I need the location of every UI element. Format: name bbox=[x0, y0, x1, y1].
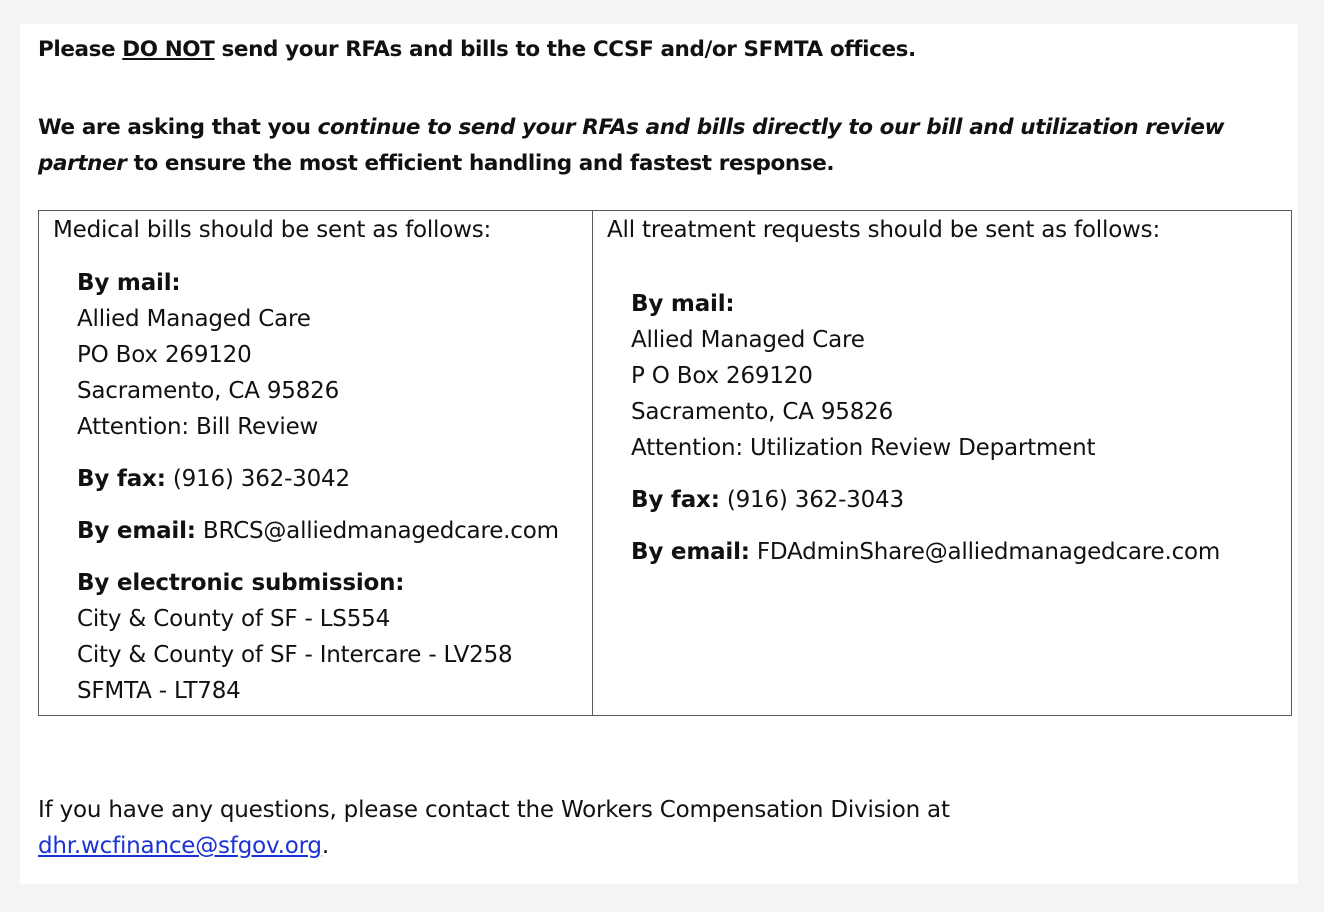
notice-prefix: Please bbox=[38, 37, 123, 62]
treatment-mail-block bbox=[631, 286, 1095, 466]
bill-mail-line: PO Box 269120 bbox=[77, 342, 252, 368]
footer-period: . bbox=[321, 833, 329, 859]
bill-fax-block bbox=[77, 461, 350, 497]
request-italic: continue to send your RFAs and bills directly to our bill and utilization review partner bbox=[38, 115, 1225, 176]
bill-email-block bbox=[77, 513, 559, 549]
treatment-mail-line: Allied Managed Care bbox=[631, 327, 865, 353]
bill-mail-line: Attention: Bill Review bbox=[77, 414, 319, 440]
bill-electronic-line: City & County of SF - Intercare - LV258 bbox=[77, 642, 513, 668]
request-prefix: We are asking that you bbox=[38, 115, 318, 140]
treatment-fax-label: By fax: bbox=[631, 487, 720, 513]
notice-suffix: send your RFAs and bills to the CCSF and/or SFMTA offices. bbox=[214, 37, 916, 62]
request-suffix: to ensure the most efficient handling and fastest response. bbox=[126, 151, 835, 176]
medical-bills-heading: Medical bills should be sent as follows: bbox=[53, 217, 492, 243]
treatment-email-value: FDAdminShare@alliedmanagedcare.com bbox=[749, 539, 1221, 565]
bill-email-value: BRCS@alliedmanagedcare.com bbox=[195, 518, 559, 544]
bill-electronic-line: SFMTA - LT784 bbox=[77, 678, 241, 704]
bill-fax-label: By fax: bbox=[77, 466, 166, 492]
treatment-requests-column bbox=[593, 211, 1291, 715]
contact-footer bbox=[38, 792, 950, 864]
treatment-requests-heading: All treatment requests should be sent as follows: bbox=[607, 217, 1161, 243]
bill-electronic-label: By electronic submission: bbox=[77, 570, 405, 596]
treatment-email-label: By email: bbox=[631, 539, 750, 565]
treatment-fax-block bbox=[631, 482, 904, 518]
bill-email-label: By email: bbox=[77, 518, 196, 544]
contact-table bbox=[38, 210, 1292, 716]
medical-bills-column bbox=[39, 211, 593, 715]
treatment-email-block bbox=[631, 534, 1220, 570]
bill-mail-block bbox=[77, 265, 339, 445]
bill-mail-label: By mail: bbox=[77, 270, 181, 296]
treatment-fax-value: (916) 362-3043 bbox=[719, 487, 904, 513]
notice-line bbox=[38, 38, 1278, 62]
bill-electronic-block bbox=[77, 565, 512, 709]
wc-finance-email-link[interactable]: dhr.wcfinance@sfgov.org bbox=[38, 833, 322, 859]
treatment-mail-line: Sacramento, CA 95826 bbox=[631, 399, 894, 425]
bill-mail-line: Allied Managed Care bbox=[77, 306, 311, 332]
document-page bbox=[20, 24, 1298, 884]
bill-mail-line: Sacramento, CA 95826 bbox=[77, 378, 340, 404]
request-paragraph bbox=[38, 110, 1278, 182]
bill-electronic-line: City & County of SF - LS554 bbox=[77, 606, 391, 632]
notice-emphasis: DO NOT bbox=[122, 37, 215, 62]
footer-text: If you have any questions, please contact the Workers Compensation Division at bbox=[38, 797, 950, 823]
treatment-mail-line: P O Box 269120 bbox=[631, 363, 813, 389]
treatment-mail-label: By mail: bbox=[631, 291, 735, 317]
treatment-mail-line: Attention: Utilization Review Department bbox=[631, 435, 1096, 461]
bill-fax-value: (916) 362-3042 bbox=[165, 466, 350, 492]
